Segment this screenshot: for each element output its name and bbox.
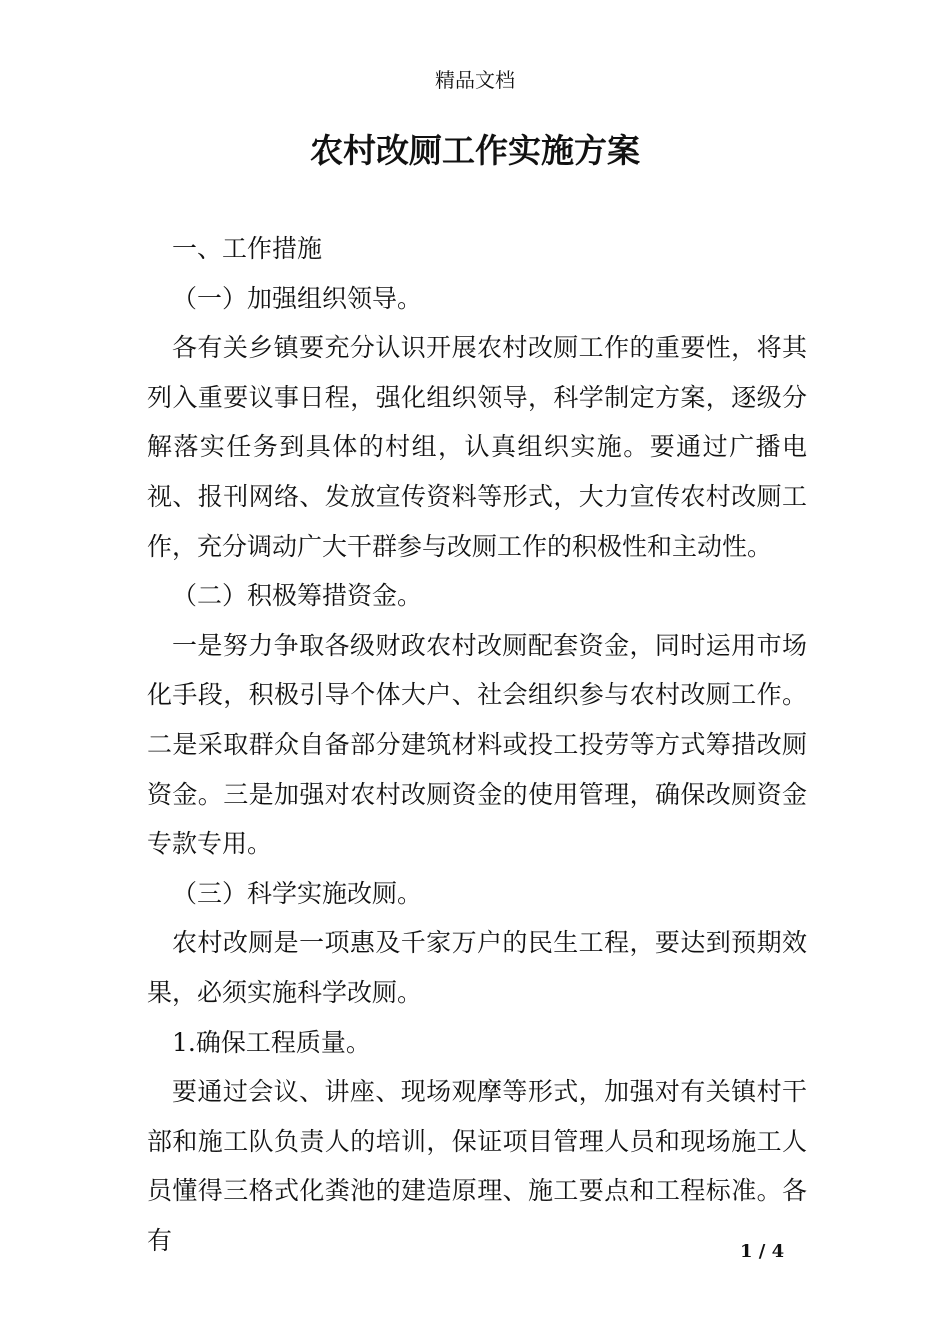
document-body: [147, 224, 807, 1265]
numbered-heading: 1.确保工程质量。: [172, 1027, 371, 1057]
body-paragraph: 各有关乡镇要充分认识开展农村改厕工作的重要性，将其列入重要议事日程，强化组织领导，科学制定方案，逐级分解落实任务到具体的村组，认真组织实施。要通过广播电视、报刊网络、发放宣传资料等形式，大力宣传农村改厕工作，充分调动广大干群参与改厕工作的积极性和主动性。: [147, 333, 807, 561]
page-number: 1 / 4: [740, 1241, 785, 1262]
document-title: 农村改厕工作实施方案: [310, 131, 640, 170]
body-paragraph: 一是努力争取各级财政农村改厕配套资金，同时运用市场化手段，积极引导个体大户、社会组织参与农村改厕工作。二是采取群众自备部分建筑材料或投工投劳等方式筹措改厕资金。三是加强对农村改厕资金的使用管理，确保改厕资金专款专用。: [147, 630, 807, 859]
page-header: 精品文档: [435, 68, 515, 92]
subsection-heading: （二）积极筹措资金。: [172, 581, 423, 611]
body-paragraph: 要通过会议、讲座、现场观摩等形式，加强对有关镇村干部和施工队负责人的培训，保证项目管理人员和现场施工人员懂得三格式化粪池的建造原理、施工要点和工程标准。各有: [147, 1077, 807, 1255]
body-paragraph: 农村改厕是一项惠及千家万户的民生工程，要达到预期效果，必须实施科学改厕。: [147, 928, 807, 1007]
subsection-heading: （三）科学实施改厕。: [172, 878, 423, 908]
section-heading: 一、工作措施: [172, 234, 323, 263]
subsection-heading: （一）加强组织领导。: [172, 283, 423, 313]
